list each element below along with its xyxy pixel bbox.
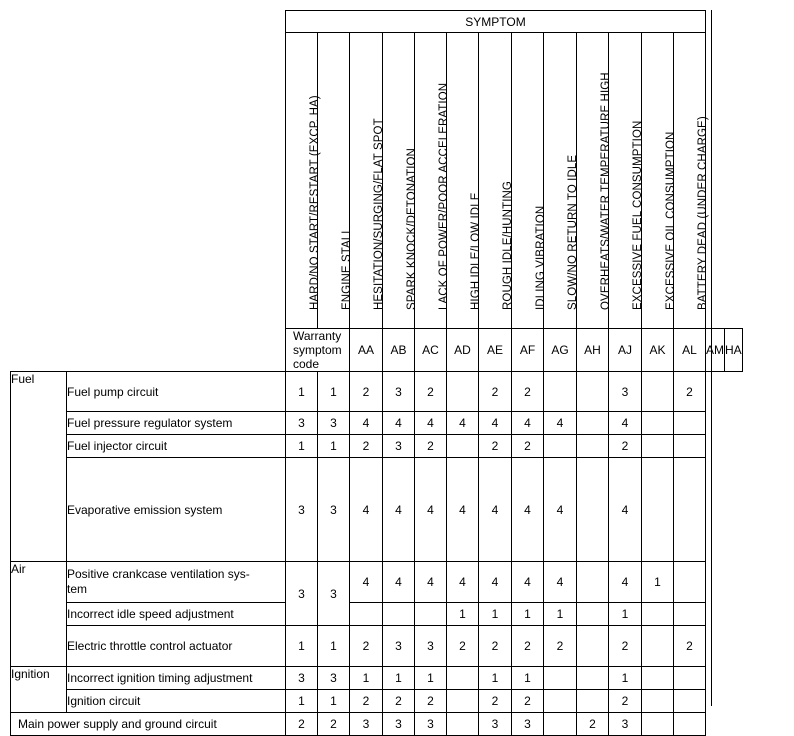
symptom-value-cell: 3: [383, 435, 415, 458]
symptom-value-cell: 2: [577, 713, 609, 736]
symptom-value-cell: 3: [286, 562, 318, 626]
row-main-power: [11, 713, 743, 736]
symptom-value-cell: [577, 603, 609, 626]
symptom-value-cell: 4: [609, 412, 642, 435]
symptom-label: EXCESSIVE OIL CONSUMPTION: [664, 131, 677, 310]
symptom-value-cell: [544, 372, 577, 412]
symptom-value-cell: 2: [674, 626, 706, 667]
symptom-value-cell: 2: [479, 626, 512, 667]
symptom-value-cell: 3: [415, 626, 447, 667]
symptom-value-cell: 1: [286, 435, 318, 458]
symptom-value-cell: [674, 562, 706, 603]
category-fuel: Fuel: [11, 372, 67, 562]
symptom-value-cell: 2: [609, 435, 642, 458]
symptom-value-cell: 2: [415, 372, 447, 412]
symptom-value-cell: 2: [350, 435, 383, 458]
symptom-value-cell: [642, 626, 674, 667]
symptom-value-cell: 1: [479, 603, 512, 626]
symptom-value-cell: 2: [674, 372, 706, 412]
warranty-code: HA: [725, 329, 743, 372]
warranty-code: AA: [350, 329, 383, 372]
row-label: Ignition circuit: [67, 690, 286, 713]
symptom-column-header: [674, 33, 709, 329]
row-label: Fuel injector circuit: [67, 435, 286, 458]
symptom-value-cell: 1: [318, 435, 350, 458]
symptom-column-header: [479, 33, 512, 329]
symptom-value-cell: [642, 603, 674, 626]
symptom-value-cell: 2: [609, 690, 642, 713]
symptom-value-cell: 1: [350, 667, 383, 690]
symptom-value-cell: 4: [479, 458, 512, 562]
warranty-code: AC: [415, 329, 447, 372]
row-throttle: [11, 626, 743, 667]
symptom-label: OVERHEATS/WATER TEMPERATURE HIGH: [599, 72, 612, 310]
symptom-value-cell: [674, 603, 706, 626]
symptom-value-cell: 3: [609, 713, 642, 736]
symptom-value-cell: 1: [609, 603, 642, 626]
symptom-value-cell: [642, 667, 674, 690]
warranty-code: AM: [706, 329, 725, 372]
symptom-value-cell: [350, 603, 383, 626]
symptom-value-cell: [674, 435, 706, 458]
row-label: Main power supply and ground circuit: [11, 713, 286, 736]
symptom-value-cell: 3: [318, 562, 350, 626]
symptom-column-header: [447, 33, 482, 329]
symptom-value-cell: [642, 372, 674, 412]
symptom-value-cell: 2: [447, 626, 479, 667]
symptom-value-cell: 3: [383, 372, 415, 412]
symptom-value-cell: 4: [512, 412, 544, 435]
symptom-value-cell: 4: [447, 562, 479, 603]
symptom-value-cell: 4: [350, 412, 383, 435]
symptom-column-header: [318, 33, 353, 329]
symptom-value-cell: 4: [479, 412, 512, 435]
symptom-value-cell: 1: [479, 667, 512, 690]
symptom-value-cell: 3: [286, 458, 318, 562]
symptom-value-cell: 2: [350, 626, 383, 667]
symptom-label: SLOW/NO RETURN TO IDLE: [567, 154, 579, 310]
symptom-value-cell: [674, 667, 706, 690]
symptom-header: SYMPTOM: [286, 11, 706, 33]
symptom-value-cell: 4: [479, 562, 512, 603]
symptom-value-cell: [577, 372, 609, 412]
symptom-value-cell: 1: [512, 603, 544, 626]
row-evap: [11, 458, 743, 562]
symptom-value-cell: 4: [447, 412, 479, 435]
symptom-value-cell: 3: [415, 713, 447, 736]
symptom-value-cell: [447, 667, 479, 690]
symptom-value-cell: 1: [286, 626, 318, 667]
warranty-code: AH: [577, 329, 609, 372]
symptom-value-cell: [447, 372, 479, 412]
symptom-value-cell: [642, 435, 674, 458]
symptom-column-header: [512, 33, 547, 329]
symptom-value-cell: 4: [415, 412, 447, 435]
row-fuel-injector: [11, 435, 743, 458]
row-pcv: [11, 562, 743, 603]
symptom-label: ENGINE STALL: [340, 227, 353, 310]
symptom-value-cell: 3: [318, 458, 350, 562]
symptom-value-cell: [544, 713, 577, 736]
symptom-value-cell: 1: [318, 690, 350, 713]
symptom-value-cell: [577, 690, 609, 713]
symptom-column-header: [609, 33, 642, 329]
symptom-value-cell: 1: [318, 372, 350, 412]
symptom-value-cell: 2: [512, 690, 544, 713]
symptom-value-cell: 4: [609, 562, 642, 603]
warranty-code: AL: [674, 329, 706, 372]
symptom-value-cell: 2: [512, 435, 544, 458]
row-ign-timing: [11, 667, 743, 690]
symptom-value-cell: 2: [479, 372, 512, 412]
symptom-column-header: [350, 33, 383, 329]
symptom-value-cell: [544, 435, 577, 458]
symptom-value-cell: 3: [609, 372, 642, 412]
symptom-value-cell: 4: [544, 412, 577, 435]
symptom-label: BATTERY DEAD (UNDER CHARGE): [696, 116, 709, 310]
warranty-code: AB: [383, 329, 415, 372]
symptom-value-cell: 4: [350, 458, 383, 562]
row-idle-speed: [11, 603, 743, 626]
right-edge-line: [711, 10, 712, 706]
symptom-value-cell: [577, 458, 609, 562]
row-fuel-pump: [11, 372, 743, 412]
symptom-value-cell: 1: [642, 562, 674, 603]
symptom-value-cell: 4: [383, 562, 415, 603]
symptom-label: HESITATION/SURGING/FLAT SPOT: [373, 118, 385, 310]
row-ign-circuit: [11, 690, 743, 713]
symptom-value-cell: 1: [383, 667, 415, 690]
symptom-value-cell: 2: [286, 713, 318, 736]
symptom-value-cell: 2: [479, 435, 512, 458]
symptom-column-header: [577, 33, 612, 329]
symptom-value-cell: [447, 713, 479, 736]
symptom-value-cell: 2: [383, 690, 415, 713]
symptom-value-cell: 4: [350, 562, 383, 603]
symptom-value-cell: 2: [512, 372, 544, 412]
symptom-value-cell: 2: [318, 713, 350, 736]
symptom-value-cell: 1: [286, 372, 318, 412]
symptom-value-cell: [577, 667, 609, 690]
symptom-column-header: [383, 33, 418, 329]
row-label: Electric throttle control actuator: [67, 626, 286, 667]
symptom-value-cell: 1: [415, 667, 447, 690]
symptom-value-cell: [577, 562, 609, 603]
symptom-value-cell: [674, 412, 706, 435]
warranty-code: AD: [447, 329, 479, 372]
row-label: Fuel pump circuit: [67, 372, 286, 412]
symptom-value-cell: 1: [286, 690, 318, 713]
symptom-value-cell: 1: [609, 667, 642, 690]
symptom-value-cell: 1: [512, 667, 544, 690]
symptom-value-cell: 3: [318, 667, 350, 690]
symptom-value-cell: 2: [479, 690, 512, 713]
symptom-value-cell: 4: [544, 458, 577, 562]
symptom-value-cell: 1: [447, 603, 479, 626]
symptom-label: ROUGH IDLE/HUNTING: [502, 181, 514, 310]
warranty-code: AK: [642, 329, 674, 372]
symptom-value-cell: [383, 603, 415, 626]
warranty-code: AF: [512, 329, 544, 372]
symptom-value-cell: 3: [512, 713, 544, 736]
symptom-value-cell: 4: [415, 458, 447, 562]
symptom-label: EXCESSIVE FUEL CONSUMPTION: [632, 120, 644, 310]
symptom-value-cell: [415, 603, 447, 626]
symptom-value-cell: 1: [544, 603, 577, 626]
symptom-value-cell: 3: [286, 667, 318, 690]
category-air: Air: [11, 562, 67, 667]
symptom-column-header: [544, 33, 577, 329]
symptom-value-cell: 4: [512, 458, 544, 562]
symptom-column-header: [415, 33, 450, 329]
warranty-code: AG: [544, 329, 577, 372]
symptom-value-cell: [642, 690, 674, 713]
warranty-code: AE: [479, 329, 512, 372]
symptom-table: [10, 10, 743, 736]
symptom-value-cell: 3: [479, 713, 512, 736]
symptom-value-cell: [674, 458, 706, 562]
symptom-label: HARD/NO START/RESTART (EXCP. HA): [308, 95, 321, 310]
symptom-value-cell: 3: [318, 412, 350, 435]
symptom-column-header: [642, 33, 677, 329]
symptom-value-cell: [447, 690, 479, 713]
symptom-column-header: [286, 33, 321, 329]
symptom-value-cell: 4: [544, 562, 577, 603]
symptom-value-cell: 4: [383, 458, 415, 562]
warranty-symptom-code-label: Warranty symptom code: [286, 329, 350, 372]
warranty-code: AJ: [609, 329, 642, 372]
symptom-value-cell: 4: [383, 412, 415, 435]
row-label: Evaporative emission system: [67, 458, 286, 562]
symptom-value-cell: 1: [318, 626, 350, 667]
symptom-value-cell: [642, 713, 674, 736]
symptom-label: LACK OF POWER/POOR ACCELERATION: [437, 82, 450, 310]
symptom-label: SPARK KNOCK/DETONATION: [405, 148, 418, 310]
symptom-value-cell: [642, 412, 674, 435]
symptom-value-cell: 4: [415, 562, 447, 603]
symptom-value-cell: 4: [609, 458, 642, 562]
symptom-value-cell: 3: [286, 412, 318, 435]
symptom-value-cell: [674, 713, 706, 736]
symptom-value-cell: 2: [609, 626, 642, 667]
symptom-value-cell: 2: [512, 626, 544, 667]
row-label: Positive crankcase ventilation sys- tem: [67, 562, 286, 603]
symptom-value-cell: 2: [544, 626, 577, 667]
symptom-value-cell: [544, 690, 577, 713]
symptom-value-cell: 4: [447, 458, 479, 562]
row-label: Incorrect idle speed adjustment: [67, 603, 286, 626]
symptom-value-cell: 2: [350, 690, 383, 713]
symptom-value-cell: [447, 435, 479, 458]
symptom-value-cell: 3: [383, 713, 415, 736]
category-ignition: Ignition: [11, 667, 67, 713]
symptom-value-cell: 2: [415, 690, 447, 713]
symptom-value-cell: 3: [383, 626, 415, 667]
symptom-value-cell: 2: [350, 372, 383, 412]
symptom-value-cell: [577, 626, 609, 667]
symptom-value-cell: [642, 458, 674, 562]
symptom-value-cell: 2: [415, 435, 447, 458]
symptom-value-cell: 3: [350, 713, 383, 736]
symptom-label: HIGH IDLE/LOW IDLE: [469, 192, 482, 310]
row-fuel-pressure: [11, 412, 743, 435]
row-label: Fuel pressure regulator system: [67, 412, 286, 435]
symptom-value-cell: [577, 435, 609, 458]
symptom-label: IDLING VIBRATION: [534, 205, 547, 310]
symptom-value-cell: [544, 667, 577, 690]
symptom-value-cell: 4: [512, 562, 544, 603]
symptom-value-cell: [674, 690, 706, 713]
row-label: Incorrect ignition timing adjustment: [67, 667, 286, 690]
symptom-value-cell: [577, 412, 609, 435]
